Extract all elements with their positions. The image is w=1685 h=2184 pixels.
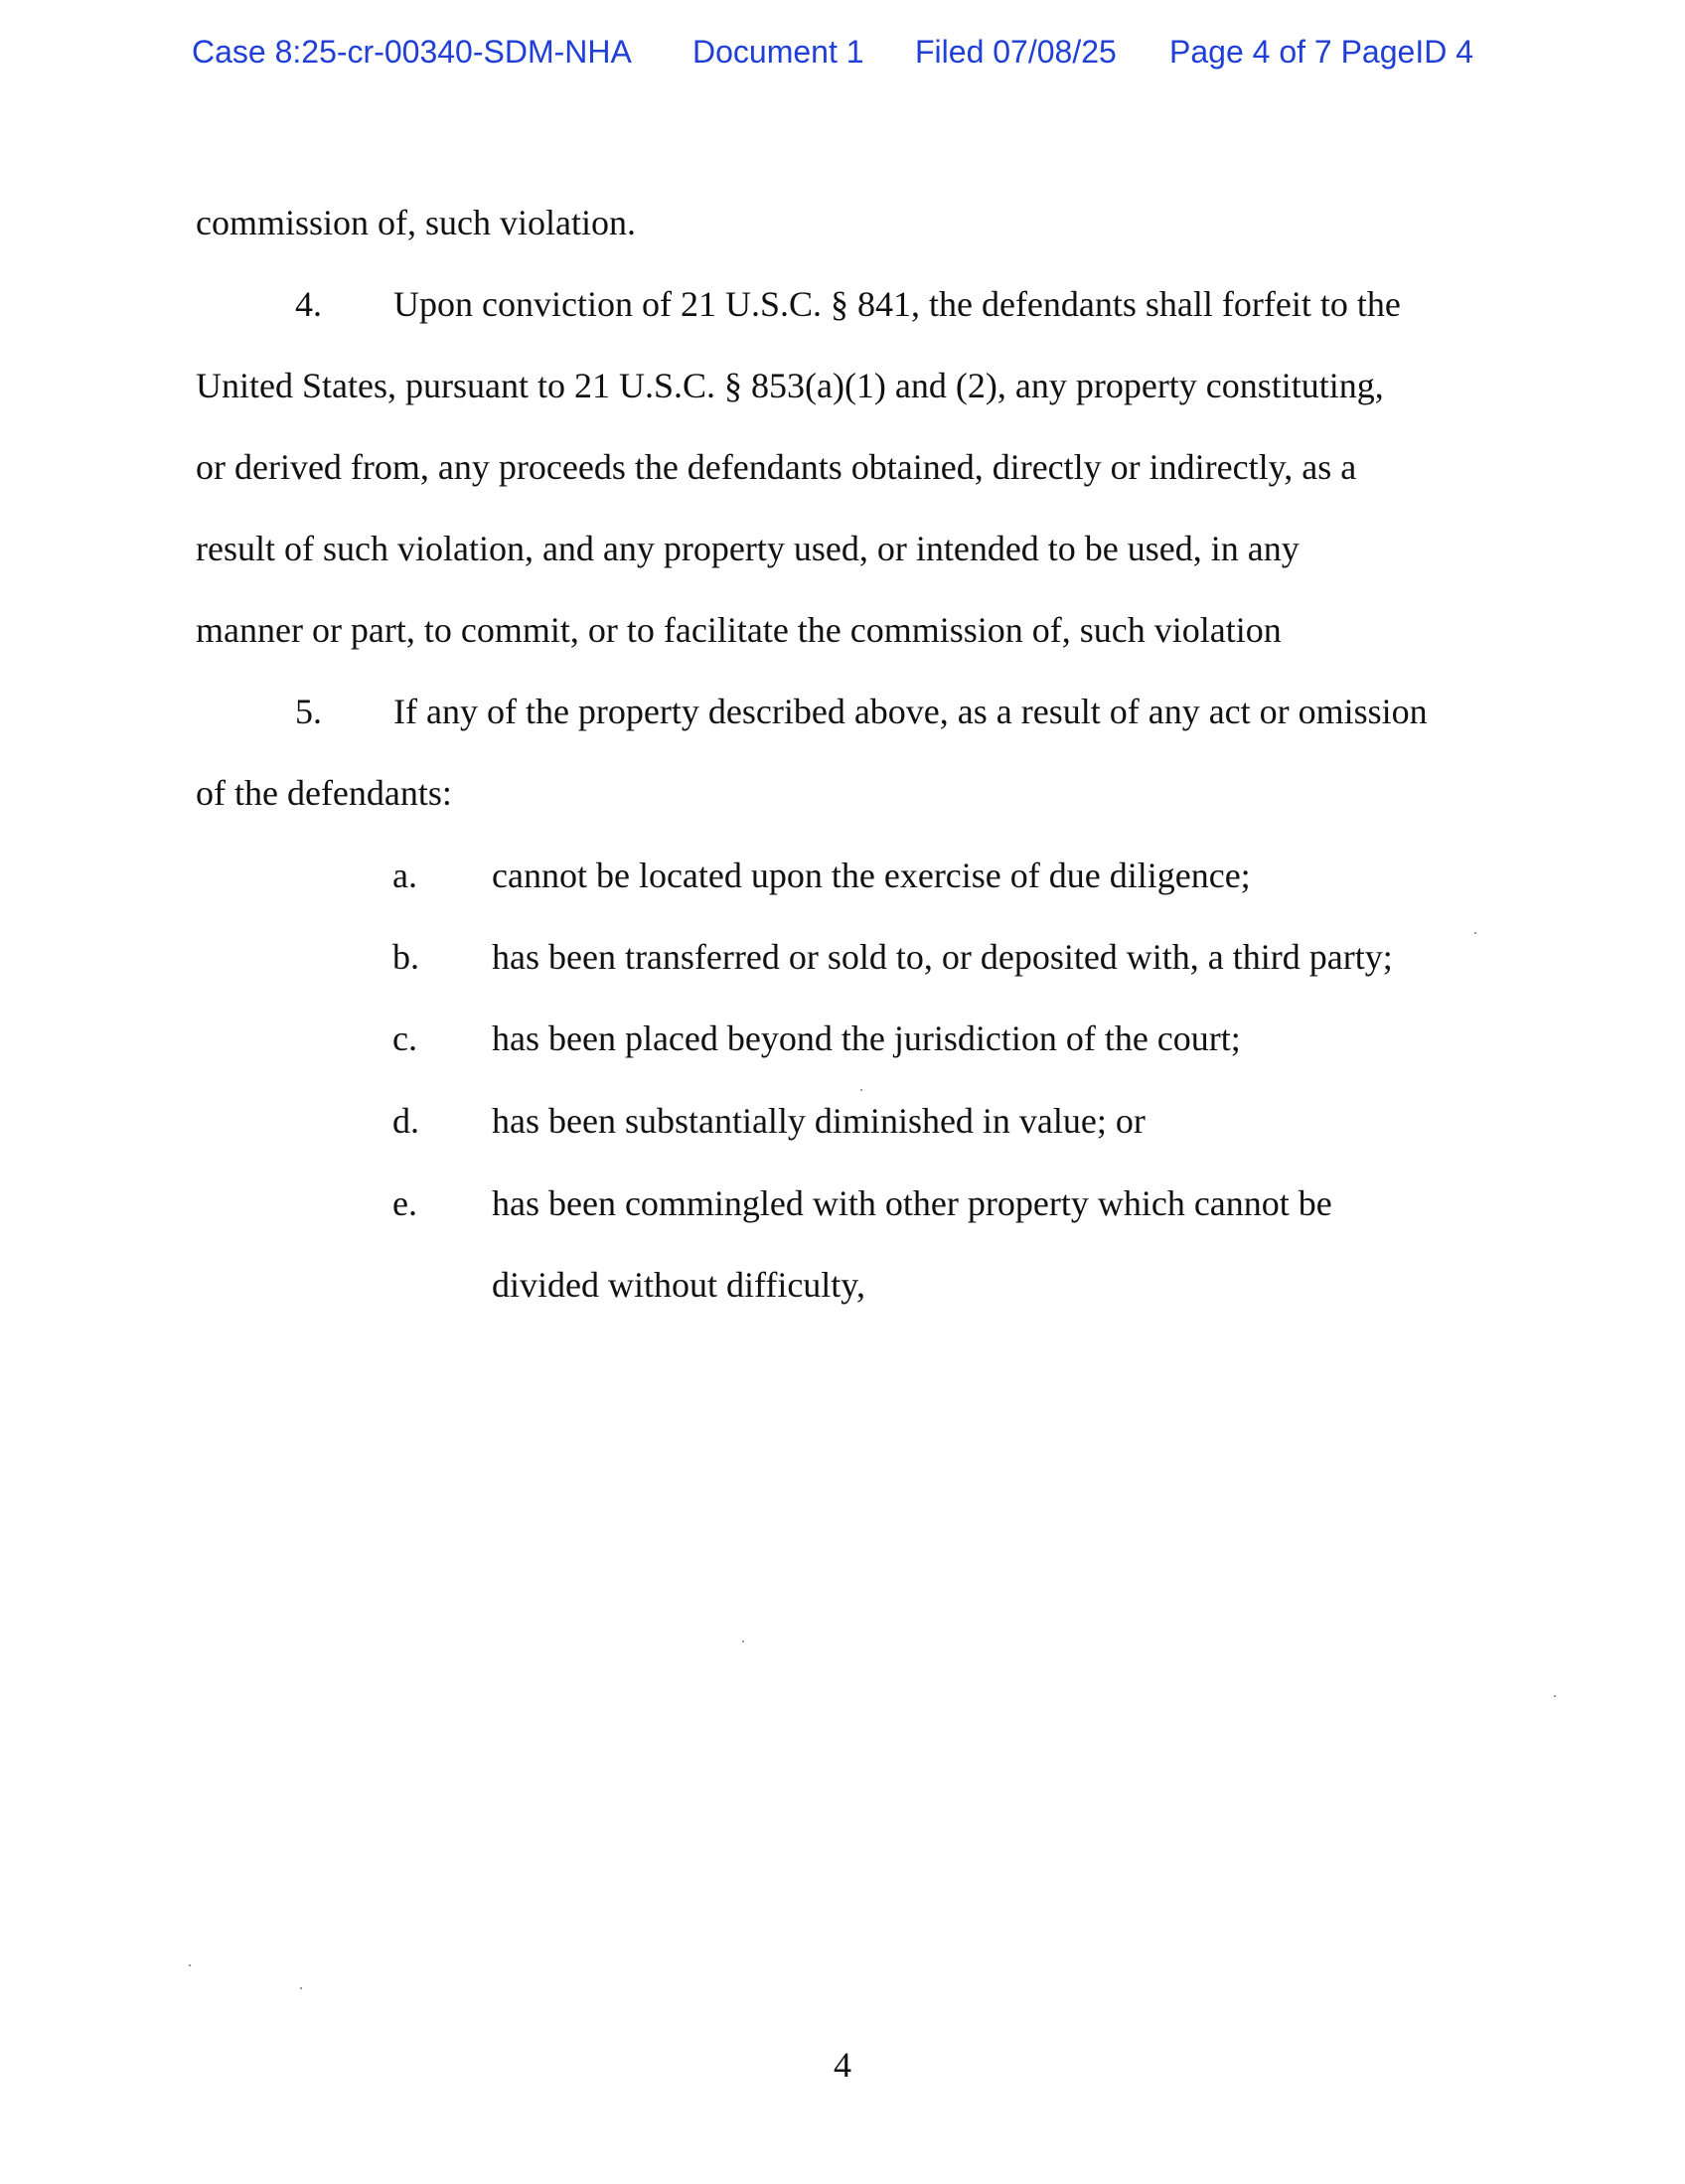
paragraph-5-line-1: If any of the property described above, as a result of any act or omission	[393, 692, 1428, 731]
scan-speck	[860, 1089, 862, 1091]
item-a-label: a.	[392, 856, 417, 895]
scan-speck	[1474, 932, 1476, 934]
paragraph-4-number: 4.	[295, 284, 322, 324]
paragraph-5-number: 5.	[295, 692, 322, 731]
scan-speck	[1554, 1695, 1556, 1697]
item-c-label: c.	[392, 1018, 417, 1058]
scan-speck	[742, 1640, 744, 1642]
paragraph-4-line-2: United States, pursuant to 21 U.S.C. § 853(a)(1) and (2), any property constituting,	[196, 366, 1384, 405]
item-b-text: has been transferred or sold to, or deposited with, a third party;	[492, 937, 1393, 977]
paragraph-4-line-4: result of such violation, and any property used, or intended to be used, in any	[196, 529, 1300, 568]
item-a-text: cannot be located upon the exercise of due diligence;	[492, 856, 1251, 895]
scan-speck	[189, 1964, 191, 1966]
item-d-text: has been substantially diminished in value; or	[492, 1101, 1146, 1141]
page-number: 4	[834, 2045, 851, 2085]
paragraph-4-line-5: manner or part, to commit, or to facilitate the commission of, such violation	[196, 610, 1282, 650]
item-c-text: has been placed beyond the jurisdiction of the court;	[492, 1018, 1241, 1058]
document-number: Document 1	[692, 34, 864, 70]
item-e-text: has been commingled with other property which cannot be	[492, 1183, 1332, 1223]
item-e-continuation: divided without difficulty,	[492, 1265, 865, 1305]
case-number: Case 8:25-cr-00340-SDM-NHA	[192, 34, 632, 70]
page-info: Page 4 of 7 PageID 4	[1169, 34, 1473, 70]
item-d-label: d.	[392, 1101, 419, 1141]
item-b-label: b.	[392, 937, 419, 977]
paragraph-5-line-2: of the defendants:	[196, 773, 452, 813]
paragraph-4-line-3: or derived from, any proceeds the defendants obtained, directly or indirectly, as a	[196, 447, 1357, 487]
lead-line: commission of, such violation.	[196, 203, 636, 242]
filed-date: Filed 07/08/25	[915, 34, 1117, 70]
paragraph-4-line-1: Upon conviction of 21 U.S.C. § 841, the defendants shall forfeit to the	[393, 284, 1401, 324]
item-e-label: e.	[392, 1183, 417, 1223]
scan-speck	[300, 1987, 302, 1989]
ecf-header	[0, 30, 1685, 74]
